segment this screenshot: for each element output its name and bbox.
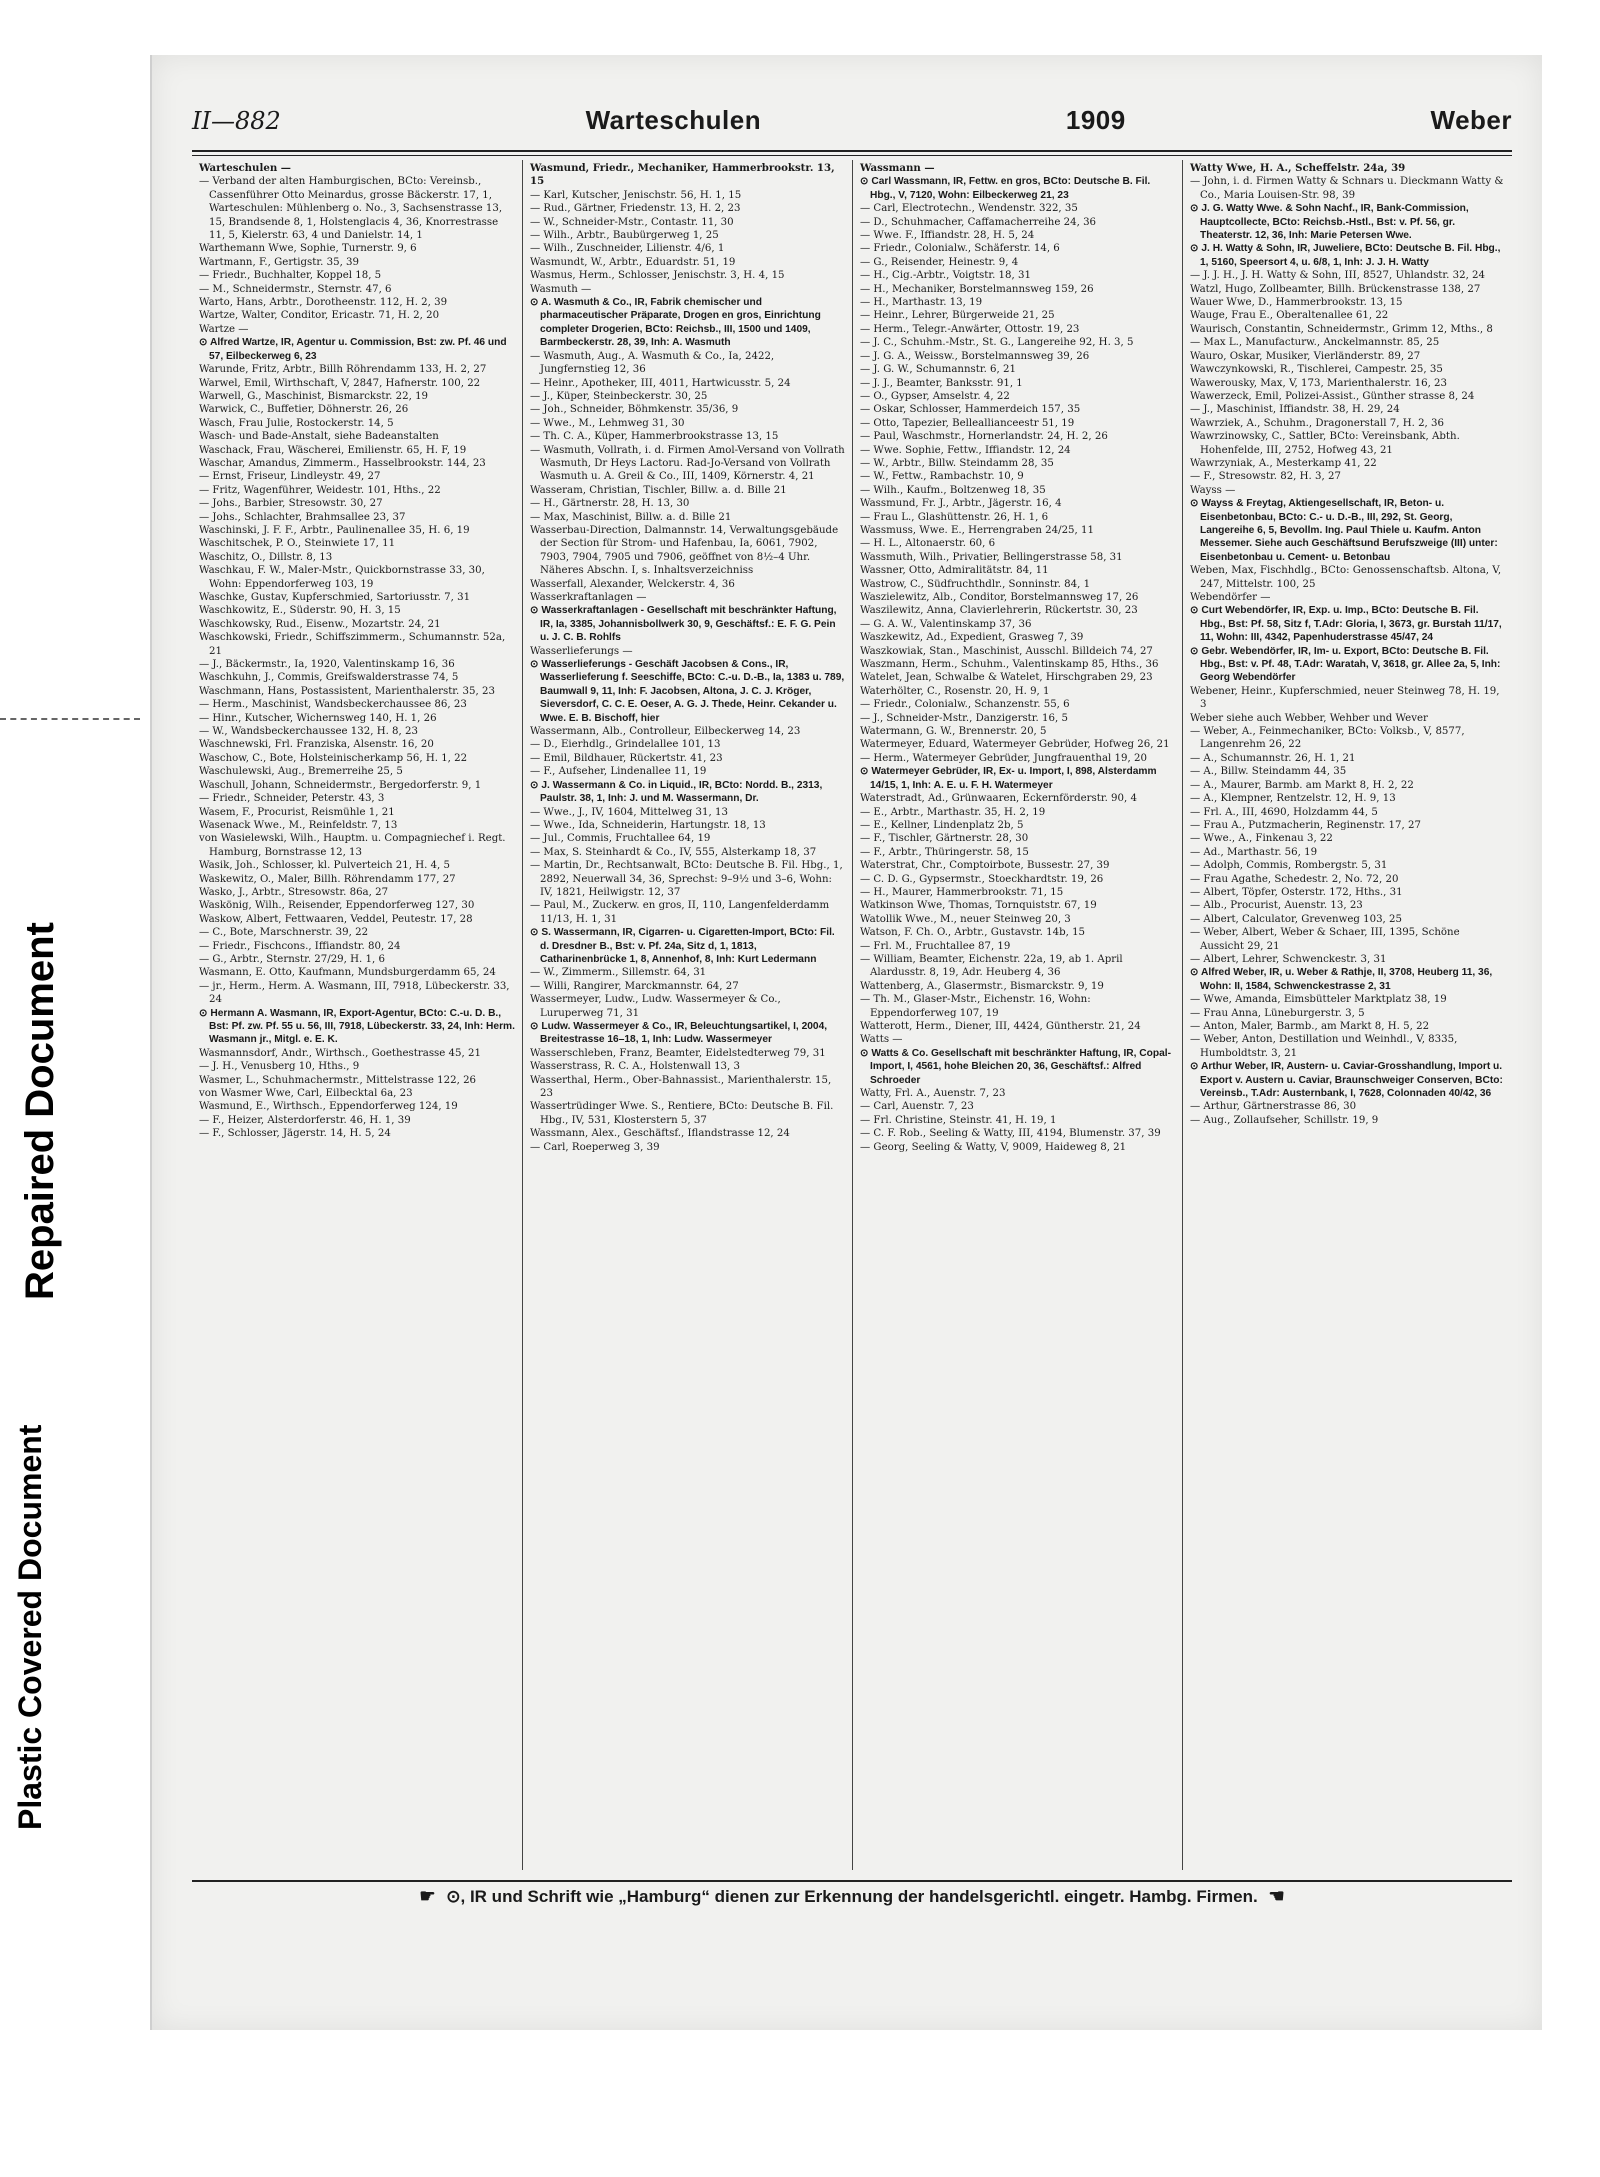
directory-entry: Wauge, Frau E., Oberaltenallee 61, 22 (1190, 310, 1389, 322)
directory-entry: Waschar, Amandus, Zimmerm., Hasselbrookstr. 144, 23 (199, 457, 486, 469)
directory-entry: — Karl, Kutscher, Jenischstr. 56, H. 1, 15 (530, 189, 742, 201)
side-labels (0, 700, 90, 1850)
directory-entry: — Albert, Lehrer, Schwenckestr. 3, 31 (1190, 953, 1387, 965)
directory-entry: Wasmer, L., Schuhmachermstr., Mittelstrasse 122, 26 (199, 1074, 477, 1086)
directory-entry: Wauer Wwe, D., Hammerbrookstr. 13, 15 (1190, 297, 1403, 309)
directory-entry: Wasseram, Christian, Tischler, Billw. a. d. Bille 21 (530, 484, 787, 496)
directory-entry: — J. G. W., Schumannstr. 6, 21 (860, 364, 1016, 376)
directory-entry: Waschulewski, Aug., Bremerreihe 25, 5 (199, 766, 403, 778)
directory-entry: Wayss — (1190, 484, 1236, 496)
directory-entry: Wasem, F., Procurist, Reismühle 1, 21 (199, 806, 395, 818)
header-rule-thin (192, 155, 1512, 156)
directory-entry: — G., Reisender, Heinestr. 9, 4 (860, 256, 1019, 268)
directory-entry: — H., Marthastr. 13, 19 (860, 297, 983, 309)
right-heading: Weber (1430, 105, 1512, 135)
directory-entry: — Th. M., Glaser-Mstr., Eichenstr. 16, Wohn: Eppendorferweg 107, 19 (860, 994, 1091, 1019)
directory-entry: — jr., Herm., Herm. A. Wasmann, III, 7918, Lübeckerstr. 33, 24 (199, 980, 510, 1006)
directory-entry: Wassertrüdinger Wwe. S., Rentiere, BCto: Deutsche B. Fil. Hbg., IV, 531, Klosterstern 5, 37 (530, 1101, 834, 1126)
directory-entry: — Herm., Telegr.-Anwärter, Ottostr. 19, 23 (860, 323, 1080, 335)
page-header (192, 105, 1512, 150)
directory-entry: — M., Schneidermstr., Sternstr. 47, 6 (199, 283, 392, 295)
directory-entry: — Emil, Bildhauer, Rückertstr. 41, 23 (530, 752, 723, 764)
directory-entry: — Anton, Maler, Barmb., am Markt 8, H. 5, 22 (1190, 1021, 1430, 1032)
directory-entry: — Friedr., Colonialw., Schäferstr. 14, 6 (860, 243, 1060, 255)
directory-entry: — Frl. M., Fruchtallee 87, 19 (860, 940, 1011, 952)
directory-entry: Weber siehe auch Webber, Wehber und Wever (1190, 712, 1428, 724)
directory-entry: — Frau L., Glashüttenstr. 26, H. 1, 6 (860, 511, 1049, 523)
directory-entry: — Paul, Waschmstr., Hornerlandstr. 24, H. 2, 26 (860, 431, 1108, 443)
directory-entry: — Frl. A., III, 4690, Holzdamm 44, 5 (1190, 806, 1378, 818)
directory-entry: — Ernst, Friseur, Lindleystr. 49, 27 (199, 471, 381, 483)
directory-entry: — Max L., Manufacturw., Anckelmannstr. 85, 25 (1190, 337, 1440, 349)
directory-column (852, 160, 1182, 1870)
directory-entry: — Wwe., J., IV, 1604, Mittelweg 31, 13 (530, 806, 728, 818)
directory-entry: Wawerzeck, Emil, Polizei-Assist., Günther strasse 8, 24 (1190, 390, 1475, 402)
directory-entry: Wawczynkowski, R., Tischlerei, Campestr. 25, 35 (1190, 364, 1443, 376)
directory-entry: Watzl, Hugo, Zollbeamter, Billh. Brückenstrasse 138, 27 (1190, 283, 1481, 295)
directory-entry: — William, Beamter, Eichenstr. 22a, 19, ab 1. April Alardusstr. 8, 19, Adr. Heuberg 4, 36 (860, 953, 1123, 979)
directory-entry: Wassmund, Fr. J., Arbtr., Jägerstr. 16, 4 (860, 498, 1062, 510)
registered-firm-entry: ⊙ Wasserkraftanlagen - Gesellschaft mit beschränkter Haftung, IR, Ia, 3385, Johannisbollwerk 30, 9, Geschäftsf.: E. F. G. Pein u. J. C. B. Rohlfs (530, 605, 837, 644)
column-head: Wasmund, Friedr., Mechaniker, Hammerbrookstr. 13, 15 (530, 162, 835, 188)
directory-entry: Waszkewitz, Ad., Expedient, Grasweg 7, 39 (860, 632, 1084, 644)
directory-entry: — D., Schuhmacher, Caffamacherreihe 24, 36 (860, 216, 1097, 228)
directory-entry: Waszilewitz, Anna, Clavierlehrerin, Rückertstr. 30, 23 (860, 605, 1138, 617)
directory-entry: — Willi, Rangirer, Marckmannstr. 64, 27 (530, 980, 739, 992)
directory-entry: — Albert, Töpfer, Osterstr. 172, Hths., 31 (1190, 886, 1403, 898)
registered-firm-entry: ⊙ Hermann A. Wasmann, IR, Export-Agentur, BCto: C.-u. D. B., Bst: Pf. zw. Pf. 55 u. 56, III, 7918, Lübeckerstr. 33, 24, Inh: Herm. Wasmann jr., Mitgl. e. E. K. (199, 1007, 515, 1046)
directory-entry: Watermann, G. W., Brennerstr. 20, 5 (860, 726, 1047, 738)
directory-entry: Wasik, Joh., Schlosser, kl. Pulverteich 21, H. 4, 5 (199, 860, 450, 872)
directory-columns (192, 160, 1512, 1870)
directory-entry: — Ad., Marthastr. 56, 19 (1190, 846, 1318, 858)
directory-entry: — G., Arbtr., Sternstr. 27/29, H. 1, 6 (199, 953, 385, 965)
directory-entry: — F., Schlosser, Jägerstr. 14, H. 5, 24 (199, 1128, 391, 1140)
pointing-hand-icon: ☛ (419, 1886, 436, 1906)
directory-entry: — J. J., Beamter, Banksstr. 91, 1 (860, 377, 1023, 389)
directory-entry: Wasmus, Herm., Schlosser, Jenischstr. 3, H. 4, 15 (530, 270, 785, 282)
directory-entry: — J., Schneider-Mstr., Danzigerstr. 16, 5 (860, 712, 1068, 724)
directory-entry: Wassermann, Alb., Controlleur, Eilbeckerweg 14, 23 (530, 726, 801, 738)
directory-entry: Wauro, Oskar, Musiker, Vierländerstr. 89, 27 (1190, 350, 1421, 362)
directory-entry: Wasko, J., Arbtr., Stresowstr. 86a, 27 (199, 886, 389, 898)
directory-entry: — Max, S. Steinhardt & Co., IV, 555, Alsterkamp 18, 37 (530, 846, 817, 858)
directory-entry: Wasserlieferungs — (530, 645, 633, 657)
registered-firm-entry: ⊙ Alfred Wartze, IR, Agentur u. Commission, Bst: zw. Pf. 46 und 57, Eilbeckerweg 6, 23 (199, 337, 507, 362)
header-rule (192, 150, 1512, 152)
directory-entry: Waschnewski, Frl. Franziska, Alsenstr. 16, 20 (199, 739, 434, 751)
directory-entry: Waschke, Gustav, Kupferschmied, Sartoriusstr. 7, 31 (199, 592, 471, 603)
directory-entry: — H. L., Altonaerstr. 60, 6 (860, 538, 996, 550)
directory-entry: — J., Küper, Steinbeckerstr. 30, 25 (530, 390, 708, 402)
directory-entry: — Friedr., Buchhalter, Koppel 18, 5 (199, 270, 382, 282)
registered-firm-entry: ⊙ S. Wassermann, IR, Cigarren- u. Cigaretten-Import, BCto: Fil. d. Dresdner B., Bst: v. Pf. 24a, Sitz d, 1, 1813, Catharinenbrücke 1, 8, Annenhof, 8, Inh: Kurt Ledermann (530, 927, 835, 965)
directory-entry: Waschack, Frau, Wäscherei, Emilienstr. 65, H. F, 19 (199, 444, 467, 456)
directory-entry: Waszielewitz, Alb., Conditor, Borstelmannsweg 17, 26 (860, 592, 1139, 603)
directory-entry: — Weber, A., Feinmechaniker, BCto: Volksb., V, 8577, Langenrehm 26, 22 (1190, 726, 1465, 751)
registered-firm-entry: ⊙ Watts & Co. Gesellschaft mit beschränkter Haftung, IR, Copal-Import, I, 4561, hohe Bleichen 20, 36, Geschäftsf.: Alfred Schroeder (860, 1047, 1172, 1086)
column-head: Watty Wwe, H. A., Scheffelstr. 24a, 39 (1190, 162, 1406, 174)
directory-entry: — W., Fettw., Rambachstr. 10, 9 (860, 471, 1024, 483)
directory-entry: Wasserbau-Direction, Dalmannstr. 14, Verwaltungsgebäude der Section für Strom- und Hafenbau, Ia, 6061, 7902, 7903, 7904, 7905 und 7906, geöffnet von 8½–4 Uhr. Näheres Abschn. I, s. Inhaltsverzeichniss (530, 524, 839, 577)
directory-entry: — Friedr., Schneider, Peterstr. 43, 3 (199, 793, 385, 805)
directory-entry: — A., Schumannstr. 26, H. 1, 21 (1190, 752, 1356, 764)
registered-firm-entry: ⊙ J. G. Watty Wwe. & Sohn Nachf., IR, Bank-Commission, Hauptcollecte, BCto: Reichsb.-Hstl., Bst: v. Pf. 56, gr. Theaterstr. 12, 36, Inh: Marie Petersen Wwe. (1190, 203, 1469, 242)
directory-entry: — Carl, Electrotechn., Wendenstr. 322, 35 (860, 203, 1078, 215)
directory-entry: — Wwe, Amanda, Eimsbütteler Marktplatz 38, 19 (1190, 994, 1447, 1006)
directory-entry: — A., Klempner, Rentzelstr. 12, H. 9, 13 (1190, 793, 1396, 805)
directory-entry: Waschkowsky, Rud., Eisenw., Mozartstr. 24, 21 (199, 618, 441, 630)
directory-entry: — Alb., Procurist, Auenstr. 13, 23 (1190, 900, 1363, 912)
registered-firm-entry: ⊙ Alfred Weber, IR, u. Weber & Rathje, II, 3708, Heuberg 11, 36, Wohn: II, 1584, Schwenckestrasse 2, 31 (1190, 967, 1493, 992)
directory-entry: — Verband der alten Hamburgischen, BCto: Vereinsb., Cassenführer Otto Meinardus, grosse Bäckerstr. 17, 1, Warteschulen: Mühlenberg o. No., 3, Sachsenstrasse 13, 15, Brandsende 8, 1, Holstenglacis 4, 36, Knorrestrasse 11, 5, Kielerstr. 63, 4 und Danielstr. 14, 1 (199, 176, 503, 242)
directory-entry: — W., Schneider-Mstr., Contastr. 11, 30 (530, 216, 734, 228)
directory-entry: — Frau A., Putzmacherin, Reginenstr. 17, 27 (1190, 819, 1421, 831)
directory-entry: Wawrzinowsky, C., Sattler, BCto: Vereinsbank, Abth. Hohenfelde, III, 2752, Hofweg 43, 21 (1190, 431, 1460, 456)
directory-entry: — J., Maschinist, Iffiandstr. 38, H. 29, 24 (1190, 404, 1400, 416)
directory-entry: — J. G. A., Weissw., Borstelmannsweg 39, 26 (860, 350, 1090, 362)
directory-entry: Waschull, Johann, Schneidermstr., Bergedorferstr. 9, 1 (199, 779, 482, 791)
directory-entry: Warwick, C., Buffetier, Döhnerstr. 26, 26 (199, 404, 409, 416)
directory-entry: Wasserthal, Herm., Ober-Bahnassist., Marienthalerstr. 15, 23 (530, 1074, 832, 1100)
directory-entry: Wartmann, F., Gertigstr. 35, 39 (199, 256, 360, 268)
directory-entry: Waschkowitz, E., Süderstr. 90, H. 3, 15 (199, 605, 401, 617)
directory-entry: — J. C., Schuhm.-Mstr., St. G., Langereihe 92, H. 3, 5 (860, 337, 1134, 349)
registered-firm-entry: ⊙ Carl Wassmann, IR, Fettw. en gros, BCto: Deutsche B. Fil. Hbg., V, 7120, Wohn: Eilbeckerweg 21, 23 (860, 176, 1151, 201)
directory-entry: — H., Maurer, Hammerbrookstr. 71, 15 (860, 886, 1064, 898)
directory-entry: Wasserschleben, Franz, Beamter, Eidelstedterweg 79, 31 (530, 1047, 826, 1059)
directory-entry: — Frau Agathe, Schedestr. 2, No. 72, 20 (1190, 873, 1399, 885)
registered-firm-entry: ⊙ Wayss & Freytag, Aktiengesellschaft, IR, Beton- u. Eisenbetonbau, BCto: C.- u. D.-B., III, 292, St. Georg, Langereihe 6, 5, Bevollm. Ing. Paul Thiele u. Kaufm. Anton Messemer. Siehe auch Geschäftsund Berufszweige (III) unter: Eisenbetonbau u. Cement- u. Betonbau (1190, 498, 1498, 563)
registered-firm-entry: ⊙ J. Wassermann & Co. in Liquid., IR, BCto: Nordd. B., 2313, Paulstr. 38, 1, Inh: J. und M. Wassermann, Dr. (530, 779, 823, 805)
directory-entry: — Georg, Seeling & Watty, V, 9009, Haideweg 8, 21 (860, 1141, 1127, 1153)
directory-entry: Wassmann, Alex., Geschäftsf., Iflandstrasse 12, 24 (530, 1128, 790, 1140)
directory-entry: — Wwe. F., Iffiandstr. 28, H. 5, 24 (860, 230, 1035, 242)
column-head: Wassmann — (860, 162, 935, 174)
directory-entry: — Paul, M., Zuckerw. en gros, II, 110, Langenfelderdamm 11/13, H. 1, 31 (530, 900, 830, 925)
directory-entry: Watollik Wwe., M., neuer Steinweg 20, 3 (860, 913, 1071, 925)
directory-entry: — Wasmuth, Aug., A. Wasmuth & Co., Ia, 2422, Jungfernstieg 12, 36 (530, 350, 775, 376)
directory-entry: — Carl, Roeperweg 3, 39 (530, 1141, 660, 1153)
directory-entry: — Rud., Gärtner, Friedenstr. 13, H. 2, 23 (530, 203, 741, 215)
directory-entry: — Martin, Dr., Rechtsanwalt, BCto: Deutsche B. Fil. Hbg., 1, 2892, Neuerwall 34, 36, Sprechst: 9–9½ und 3–6, Wohn: IV, 1821, Heilwigstr. 12, 37 (530, 860, 843, 898)
registered-firm-entry: ⊙ Ludw. Wassermeyer & Co., IR, Beleuchtungsartikel, I, 2004, Breitestrasse 16–18, 1, Inh: Ludw. Wassermeyer (530, 1021, 828, 1046)
directory-entry: — Carl, Auenstr. 7, 23 (860, 1101, 974, 1113)
directory-entry: — Herm., Watermeyer Gebrüder, Jungfrauenthal 19, 20 (860, 752, 1147, 764)
directory-entry: Waschkau, F. W., Maler-Mstr., Quickbornstrasse 33, 30, Wohn: Eppendorferweg 103, 19 (199, 565, 485, 590)
directory-entry: — Oskar, Schlosser, Hammerdeich 157, 35 (860, 404, 1081, 416)
directory-entry: Waschkuhn, J., Commis, Greifswalderstrasse 74, 5 (199, 672, 459, 684)
directory-entry: — Heinr., Lehrer, Bürgerweide 21, 25 (860, 310, 1055, 322)
directory-entry: Webener, Heinr., Kupferschmied, neuer Steinweg 78, H. 19, 3 (1190, 685, 1500, 711)
directory-entry: — A., Maurer, Barmb. am Markt 8, H. 2, 22 (1190, 779, 1414, 791)
directory-entry: Wasmann, E. Otto, Kaufmann, Mundsburgerdamm 65, 24 (199, 967, 496, 979)
directory-entry: Wawrziek, A., Schuhm., Dragonerstall 7, H. 2, 36 (1190, 417, 1444, 429)
directory-column (192, 160, 522, 1870)
directory-entry: Wasserstrass, R. C. A., Holstenwall 13, 3 (530, 1061, 740, 1073)
directory-entry: Waszmann, Herm., Schuhm., Valentinskamp 85, Hths., 36 (860, 659, 1159, 671)
directory-entry: Waschitz, O., Dillstr. 8, 13 (199, 551, 333, 563)
directory-entry: Waskewitz, O., Maler, Billh. Röhrendamm 177, 27 (199, 873, 456, 885)
directory-entry: — Jul., Commis, Fruchtallee 64, 19 (530, 833, 711, 845)
directory-entry: — Weber, Albert, Weber & Schaer, III, 1395, Schöne Aussicht 29, 21 (1190, 927, 1460, 952)
pointing-hand-icon: ☚ (1268, 1886, 1285, 1906)
directory-entry: Waurisch, Constantin, Schneidermstr., Grimm 12, Mths., 8 (1190, 323, 1493, 335)
directory-entry: — Frl. Christine, Steinstr. 41, H. 19, 1 (860, 1114, 1057, 1126)
directory-entry: Weben, Max, Fischhdlg., BCto: Genossenschaftsb. Altona, V, 247, Mittelstr. 100, 25 (1190, 565, 1502, 590)
directory-entry: — Friedr., Fischcons., Iffiandstr. 80, 24 (199, 940, 401, 952)
directory-entry: — H., Mechaniker, Borstelmannsweg 159, 26 (860, 283, 1094, 295)
directory-entry: von Wasmer Wwe, Carl, Eilbecktal 6a, 23 (199, 1088, 413, 1100)
directory-entry: — F., Heizer, Alsterdorferstr. 46, H. 1, 39 (199, 1114, 411, 1126)
directory-entry: Watermeyer, Eduard, Watermeyer Gebrüder, Hofweg 26, 21 (860, 739, 1170, 751)
directory-entry: — Wasmuth, Vollrath, i. d. Firmen Amol-Versand von Vollrath Wasmuth, Dr Heys Lactoru. Rad-Jo-Versand von Vollrath Wasmuth u. A. Greil & Co., III, 1409, Körnerstr. 4, 21 (530, 444, 845, 483)
directory-entry: Wasserfall, Alexander, Welckerstr. 4, 36 (530, 578, 735, 590)
directory-entry: Waskönig, Wilh., Reisender, Eppendorferweg 127, 30 (199, 900, 475, 912)
directory-entry: Wasenack Wwe., M., Reinfeldstr. 7, 13 (199, 819, 398, 831)
directory-entry: — Wwe. Sophie, Fettw., Iffiandstr. 12, 24 (860, 444, 1071, 456)
directory-entry: — J. H., Venusberg 10, Hths., 9 (199, 1061, 360, 1073)
directory-entry: Waschkowski, Friedr., Schiffszimmerm., Schumannstr. 52a, 21 (199, 632, 506, 657)
directory-entry: — A., Billw. Steindamm 44, 35 (1190, 766, 1347, 778)
repaired-document-label: Repaired Document (18, 922, 62, 1300)
directory-entry: — Aug., Zollaufseher, Schillstr. 19, 9 (1190, 1114, 1379, 1126)
directory-entry: — F., Arbtr., Thüringerstr. 58, 15 (860, 846, 1029, 858)
directory-entry: — W., Wandsbeckerchaussee 132, H. 8, 23 (199, 726, 418, 738)
directory-entry: — John, i. d. Firmen Watty & Schnars u. Dieckmann Watty & Co., Maria Louisen-Str. 98, 39 (1190, 176, 1504, 201)
directory-entry: — Weber, Anton, Destillation und Weinhdl., V, 8335, Humboldtstr. 3, 21 (1190, 1034, 1458, 1059)
left-heading: Warteschulen (585, 105, 762, 135)
registered-firm-entry: ⊙ Watermeyer Gebrüder, IR, Ex- u. Import, I, 898, Alsterdamm 14/15, 1, Inh: A. E. u. F. H. Watermeyer (860, 766, 1157, 791)
directory-entry: — H., Cig.-Arbtr., Voigtstr. 18, 31 (860, 270, 1031, 282)
directory-entry: Watty, Frl. A., Auenstr. 7, 23 (860, 1088, 1006, 1100)
directory-entry: Webendörfer — (1190, 592, 1271, 603)
directory-entry: — O., Gypser, Amselstr. 4, 22 (860, 390, 1010, 402)
year-heading: 1909 (1065, 105, 1126, 135)
directory-entry: — Fritz, Wagenführer, Weidestr. 101, Hths., 22 (199, 484, 441, 496)
directory-entry: — G. A. W., Valentinskamp 37, 36 (860, 618, 1032, 630)
directory-entry: — Wwe., A., Finkenau 3, 22 (1190, 833, 1333, 845)
directory-entry: Wattenberg, A., Glasermstr., Bismarckstr. 9, 19 (860, 980, 1104, 992)
registered-firm-entry: ⊙ A. Wasmuth & Co., IR, Fabrik chemischer und pharmaceutischer Präparate, Drogen en gros, Einrichtung completer Drogerien, BCto: Reichsb., III, 1500 und 1409, Barmbeckerstr. 28, 39, Inh: A. Wasmuth (530, 297, 821, 349)
directory-entry: — W., Arbtr., Billw. Steindamm 28, 35 (860, 457, 1054, 469)
footer-note: ⊙, IR und Schrift wie „Hamburg“ dienen zur Erkennung der handelsgerichtl. eingetr. Hambg. Firmen. (446, 1887, 1258, 1906)
directory-entry: Warwel, Emil, Wirthschaft, V, 2847, Hafnerstr. 100, 22 (199, 377, 481, 389)
directory-entry: — Friedr., Colonialw., Schanzenstr. 55, 6 (860, 699, 1070, 711)
directory-entry: Wassmuss, Wwe. E., Herrengraben 24/25, 11 (860, 524, 1094, 536)
directory-entry: — J., Bäckermstr., Ia, 1920, Valentinskamp 16, 36 (199, 659, 455, 671)
directory-entry: Wasserkraftanlagen — (530, 592, 647, 603)
directory-entry: — Frau Anna, Lüneburgerstr. 3, 5 (1190, 1007, 1365, 1019)
directory-column (522, 160, 852, 1870)
directory-entry: Watts — (860, 1034, 903, 1046)
directory-entry: — E., Arbtr., Marthastr. 35, H. 2, 19 (860, 806, 1046, 818)
registered-firm-entry: ⊙ Curt Webendörfer, IR, Exp. u. Imp., BCto: Deutsche B. Fil. Hbg., Bst: Pf. 58, Sitz f, T.Adr: Gloria, I, 3673, gr. Burstah 11/17, 11, Wohn: III, 4342, Papenhuderstrasse 45/47, 24 (1190, 605, 1502, 644)
page-footer (192, 1880, 1512, 1916)
directory-entry: Warunde, Fritz, Arbtr., Billh Röhrendamm 133, H. 2, 27 (199, 364, 487, 376)
directory-entry: — Herm., Maschinist, Wandsbeckerchaussee 86, 23 (199, 699, 467, 711)
directory-entry: Waterhölter, C., Rosenstr. 20, H. 9, 1 (860, 685, 1050, 697)
directory-entry: Wasch- und Bade-Anstalt, siehe Badeanstalten (199, 431, 439, 443)
directory-entry: — C. D. G., Gypsermstr., Stoeckhardtstr. 19, 26 (860, 873, 1104, 885)
directory-entry: Waschinski, J. F. F., Arbtr., Paulinenallee 35, H. 6, 19 (199, 524, 470, 536)
directory-entry: Wassner, Otto, Admiralitätstr. 84, 11 (860, 565, 1049, 577)
directory-entry: — H., Gärtnerstr. 28, H. 13, 30 (530, 498, 690, 510)
directory-entry: — Arthur, Gärtnerstrasse 86, 30 (1190, 1101, 1357, 1113)
directory-entry: — Th. C. A., Küper, Hammerbrookstrasse 13, 15 (530, 431, 779, 443)
directory-entry: Wasmundt, W., Arbtr., Eduardstr. 51, 19 (530, 256, 736, 268)
directory-entry: — Wilh., Zuschneider, Lilienstr. 4/6, 1 (530, 243, 725, 255)
directory-entry: Warto, Hans, Arbtr., Dorotheenstr. 112, H. 2, 39 (199, 297, 448, 309)
directory-entry: Wasmuth — (530, 283, 592, 295)
directory-entry: Waszkowiak, Stan., Maschinist, Ausschl. Billdeich 74, 27 (860, 645, 1153, 657)
directory-entry: von Wasielewski, Wilh., Hauptm. u. Compagniechef i. Regt. Hamburg, Bornstrasse 12, 13 (199, 833, 506, 858)
column-head: Warteschulen — (199, 162, 291, 174)
directory-entry: Wassmuth, Wilh., Privatier, Bellingerstrasse 58, 31 (860, 551, 1123, 563)
registered-firm-entry: ⊙ J. H. Watty & Sohn, IR, Juweliere, BCto: Deutsche B. Fil. Hbg., 1, 5160, Speersort 4, u. 6/8, 1, Inh: J. J. H. Watty (1190, 243, 1501, 268)
directory-entry: — Wwe., M., Lehmweg 31, 30 (530, 417, 685, 429)
directory-column (1182, 160, 1512, 1870)
directory-entry: Wasmannsdorf, Andr., Wirthsch., Goethestrasse 45, 21 (199, 1047, 481, 1059)
registered-firm-entry: ⊙ Gebr. Webendörfer, IR, Im- u. Export, BCto: Deutsche B. Fil. Hbg., Bst: v. Pf. 48, T.Adr: Waratah, V, 3618, gr. Allee 2a, 5, Inh: Georg Webendörfer (1190, 645, 1501, 684)
directory-entry: Wawrzyniak, A., Mesterkamp 41, 22 (1190, 457, 1377, 469)
directory-page (150, 55, 1542, 2030)
directory-entry: Wasmund, E., Wirthsch., Eppendorferweg 124, 19 (199, 1101, 458, 1113)
directory-entry: — Johs., Barbier, Stresowstr. 30, 27 (199, 498, 383, 510)
directory-entry: — C. F. Rob., Seeling & Watty, III, 4194, Blumenstr. 37, 39 (860, 1128, 1161, 1140)
directory-entry: — J. J. H., J. H. Watty & Sohn, III, 8527, Uhlandstr. 32, 24 (1190, 270, 1486, 282)
directory-entry: Waterstradt, Ad., Grünwaaren, Eckernförderstr. 90, 4 (860, 793, 1137, 805)
directory-entry: — Heinr., Apotheker, III, 4011, Hartwicusstr. 5, 24 (530, 377, 791, 389)
directory-entry: — Otto, Tapezier, Belleallianceestr 51, 19 (860, 417, 1075, 429)
directory-entry: — E., Kellner, Lindenplatz 2b, 5 (860, 819, 1024, 831)
directory-entry: Wartze, Walter, Conditor, Ericastr. 71, H. 2, 20 (199, 310, 440, 322)
directory-entry: Waschow, C., Bote, Holsteinischerkamp 56, H. 1, 22 (199, 752, 468, 764)
directory-entry: Waskow, Albert, Fettwaaren, Veddel, Peutestr. 17, 28 (199, 913, 473, 925)
directory-entry: Wasch, Frau Julie, Rostockerstr. 14, 5 (199, 417, 394, 429)
directory-entry: Warwell, G., Maschinist, Bismarckstr. 22, 19 (199, 390, 429, 402)
directory-entry: Watson, F. Ch. O., Arbtr., Gustavstr. 14b, 15 (860, 927, 1086, 939)
directory-entry: — Wwe., Ida, Schneiderin, Hartungstr. 18, 13 (530, 819, 766, 831)
plastic-covered-label: Plastic Covered Document (12, 1424, 48, 1830)
registered-firm-entry: ⊙ Wasserlieferungs - Geschäft Jacobsen & Cons., IR, Wasserlieferung f. Seeschiffe, BCto: C.-u. D.-B., Ia, 1383 u. 789, Baumwall 9, 11, Inh: F. Jacobsen, Altona, J. C. J. Kröger, Sieversdorf, C. C. E. Oeser, A. G. J. Thede, Heinr. Cekander u. Wwe. E. B. Bischoff, hier (530, 659, 845, 724)
directory-entry: — Hinr., Kutscher, Wichernsweg 140, H. 1, 26 (199, 712, 437, 724)
directory-entry: — Wilh., Kaufm., Boltzenweg 18, 35 (860, 484, 1046, 496)
directory-entry: — Max, Maschinist, Billw. a. d. Bille 21 (530, 511, 732, 523)
directory-entry: Wastrow, C., Südfruchthdlr., Sonninstr. 84, 1 (860, 578, 1091, 590)
directory-entry: — Albert, Calculator, Grevenweg 103, 25 (1190, 913, 1402, 925)
directory-entry: Waschitschek, P. O., Steinwiete 17, 11 (199, 538, 396, 550)
directory-entry: Watterott, Herm., Diener, III, 4424, Güntherstr. 21, 24 (860, 1021, 1141, 1032)
page-number: II—882 (192, 107, 281, 135)
directory-entry: — D., Eierhdlg., Grindelallee 101, 13 (530, 739, 721, 751)
directory-entry: Wassermeyer, Ludw., Ludw. Wassermeyer & Co., Luruperweg 71, 31 (530, 994, 781, 1019)
directory-entry: — F., Stresowstr. 82, H. 3, 27 (1190, 471, 1341, 483)
directory-entry: Wawerousky, Max, V, 173, Marienthalerstr. 16, 23 (1190, 377, 1448, 389)
directory-entry: Watkinson Wwe, Thomas, Tornquiststr. 67, 19 (860, 900, 1097, 912)
directory-entry: Waterstrat, Chr., Comptoirbote, Bussestr. 27, 39 (860, 860, 1110, 872)
directory-entry: — Joh., Schneider, Böhmkenstr. 35/36, 9 (530, 404, 739, 416)
directory-entry: — Adolph, Commis, Rombergstr. 5, 31 (1190, 860, 1388, 872)
cut-line-divider (0, 718, 140, 720)
registered-firm-entry: ⊙ Arthur Weber, IR, Austern- u. Caviar-Grosshandlung, Import u. Export v. Austern u. Caviar, Braunschweiger Conserven, BCto: Vereinsb., T.Adr: Austernbank, I, 7628, Colonnaden 40/42, 36 (1190, 1061, 1503, 1100)
directory-entry: — C., Bote, Marschnerstr. 39, 22 (199, 927, 369, 939)
directory-entry: — F., Tischler, Gärtnerstr. 28, 30 (860, 833, 1029, 845)
directory-entry: Wartze — (199, 323, 249, 335)
directory-entry: — Johs., Schlachter, Brahmsallee 23, 37 (199, 511, 406, 523)
directory-entry: Watelet, Jean, Schwalbe & Watelet, Hirschgraben 29, 23 (860, 672, 1153, 684)
directory-entry: — F., Aufseher, Lindenallee 11, 19 (530, 766, 707, 778)
directory-entry: — Wilh., Arbtr., Baubürgerweg 1, 25 (530, 230, 719, 242)
directory-entry: Waschmann, Hans, Postassistent, Marienthalerstr. 35, 23 (199, 685, 495, 697)
directory-entry: Warthemann Wwe, Sophie, Turnerstr. 9, 6 (199, 243, 417, 255)
directory-entry: — W., Zimmerm., Sillemstr. 64, 31 (530, 967, 707, 979)
